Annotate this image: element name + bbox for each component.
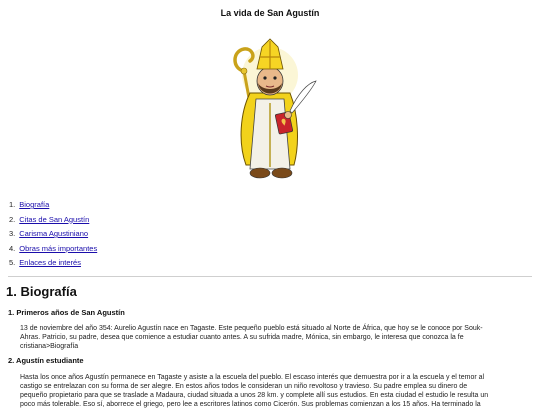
toc-link-citas[interactable]: Citas de San Agustín bbox=[19, 214, 90, 224]
toc-link-biografia[interactable]: Biografía bbox=[19, 200, 50, 209]
left-shoe bbox=[250, 168, 270, 178]
paragraph-line: poco más tolerable. Eso sí, aborrece el griego, pero lee a escritores latinos como Cicerón. Sus problemas comienzan a los 15 años. Ha terminado la bbox=[20, 401, 481, 408]
toc-link-enlaces[interactable]: Enlaces de interés bbox=[19, 258, 81, 267]
section-divider bbox=[8, 276, 532, 277]
toc-item: 3. Carisma Agustiniano bbox=[9, 229, 89, 238]
paragraph bbox=[20, 373, 530, 409]
table-of-contents bbox=[9, 201, 97, 274]
paragraph-line: pequeño propietario para que se traslade a Madaura, ciudad situada a unos 28 km. y complete allí sus estudios. En esta ciudad el estudio le resulta un bbox=[20, 392, 489, 399]
toc-item: 5. Enlaces de interés bbox=[9, 258, 81, 267]
toc-link-carisma[interactable]: Carisma Agustiniano bbox=[19, 229, 89, 238]
toc-link-obras[interactable]: Obras más importantes bbox=[19, 243, 98, 253]
saint-augustine-illustration bbox=[220, 33, 320, 195]
toc-item: 1. Biografía bbox=[9, 200, 50, 209]
right-shoe bbox=[272, 168, 292, 178]
paragraph-line: cristiana>Biografía bbox=[20, 343, 79, 350]
section-heading: 1. Biografía bbox=[6, 284, 77, 299]
paragraph bbox=[20, 324, 530, 351]
subsection-heading: 1. Primeros años de San Agustín bbox=[8, 308, 125, 317]
paragraph-line: Hasta los once años Agustín permanece en Tagaste y asiste a la escuela del pueblo. El escaso interés que demuestra por ir a la escuela y el temor al bbox=[20, 374, 485, 381]
toc-item: 2. Citas de San Agustín bbox=[9, 214, 90, 224]
paragraph-line: Ahras. Patricio, su padre, desea que comience a estudiar cuanto antes. A su sufrida madre, Mónica, sin embargo, le interesa que conozca la fe bbox=[20, 334, 464, 341]
subsection-heading: 2. Agustín estudiante bbox=[8, 356, 84, 365]
paragraph-line: castigo se entrelazan con su forma de ser alegre. En estos años todos le consideran un niño revoltoso y travieso. Su padre emplea su dinero de bbox=[20, 383, 468, 390]
paragraph-line: 13 de noviembre del año 354: Aurelio Agustín nace en Tagaste. Este pequeño pueblo está situado al Norte de África, que hoy se le conoce por Souk- bbox=[20, 325, 483, 332]
toc-item: 4. Obras más importantes bbox=[9, 243, 98, 253]
page-title: La vida de San Agustín bbox=[220, 8, 320, 18]
